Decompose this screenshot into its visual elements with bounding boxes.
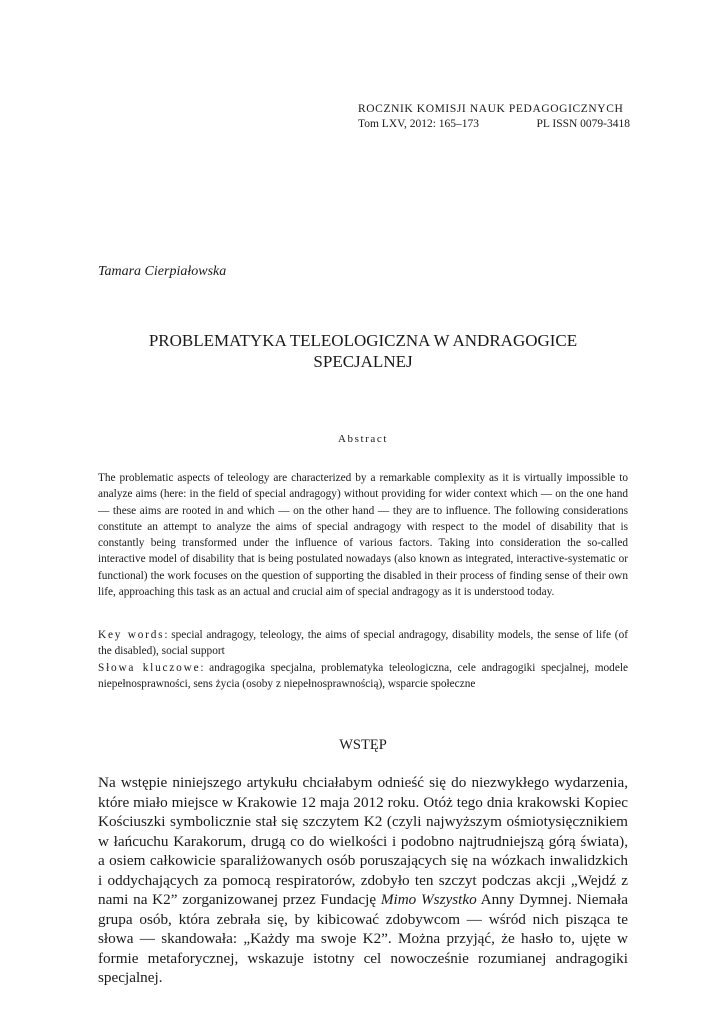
keywords-block [98, 627, 628, 692]
keywords-pl-text: : andragogika specjalna, problematyka teleologiczna, cele andragogiki specjalnej, modele niepełnosprawności, sens życia (osoby z niepełnosprawnością), wsparcie społeczne [98, 661, 628, 690]
keywords-en-label: Key words [98, 629, 165, 641]
abstract-heading: Abstract [337, 433, 389, 445]
journal-issn: PL ISSN 0079-3418 [536, 118, 630, 130]
keywords-pl [98, 660, 628, 693]
abstract-text: The problematic aspects of teleology are characterized by a remarkable complexity as it is virtually impossible to analyze aims (here: in the field of special andragogy) without providing for wider context which — on the one hand — these aims are rooted in and which — on the other hand — they are to influence. The following considerations constitute an attempt to analyze the aims of special andragogy with respect to the model of disability that is constantly being transformed under the influence of various factors. Taking into consideration the so-called interactive model of disability that is being postulated nowadays (also known as integrated, interactive-systematic or functional) the work focuses on the question of supporting the disabled in their process of finding sense of their own life, approaching this task as an actual and crucial aim of special andragogy as it is understood today. [98, 472, 628, 599]
keywords-en-text: : special andragogy, teleology, the aims of special andragogy, disability models, the sense of life (of the disabled), social support [98, 629, 628, 658]
foundation-name: Mimo Wszystko [380, 891, 477, 908]
body-paragraph-text [98, 773, 628, 988]
section-heading: WSTĘP [339, 737, 387, 753]
journal-volume: Tom LXV, 2012: 165–173 [358, 118, 480, 130]
article-title-line-1: PROBLEMATYKA TELEOLOGICZNA W ANDRAGOGICE [148, 331, 578, 350]
journal-volume-line [358, 117, 630, 132]
article-title-line-2: SPECJALNEJ [313, 352, 413, 371]
author-name: Tamara Cierpiałowska [98, 264, 227, 279]
body-paragraph [98, 773, 628, 988]
journal-name: ROCZNIK KOMISJI NAUK PEDAGOGICZNYCH [358, 103, 624, 115]
keywords-pl-label: Słowa kluczowe [98, 661, 201, 674]
journal-header [358, 102, 630, 132]
body-text-part-1: Na wstępie niniejszego artykułu chciałabym odnieść się do niezwykłego wydarzenia, które miało miejsce w Krakowie 12 maja 2012 roku. Otóż tego dnia krakowski Kopiec Kościuszki symbolicznie stał się szczytem K2 (czyli najwyższym ośmiotysięcznikiem w łańcuchu Karakorum, drugą co do wielkości i podobno najtrudniejszą górą świata), a osiem całkowicie sparaliżowanych osób poruszających się na wózkach inwalidzkich i oddychających za pomocą respiratorów, zdobyło ten szczyt podczas akcji „Wejdź z nami na K2” zorganizowanej przez Fundację [98, 774, 628, 908]
body-text-part-2: Anny Dymnej. Niemała grupa osób, która zebrała się, by kibicować zdobywcom — wśród nich pisząca te słowa — skandowała: „Każdy ma swoje K2”. Można przyjąć, że hasło to, ujęte w formie metaforycznej, wskazuje istotny cel nowocześnie rozumianej andragogiki specjalnej. [98, 891, 628, 986]
keywords-en [98, 627, 628, 660]
article-title [98, 330, 628, 372]
